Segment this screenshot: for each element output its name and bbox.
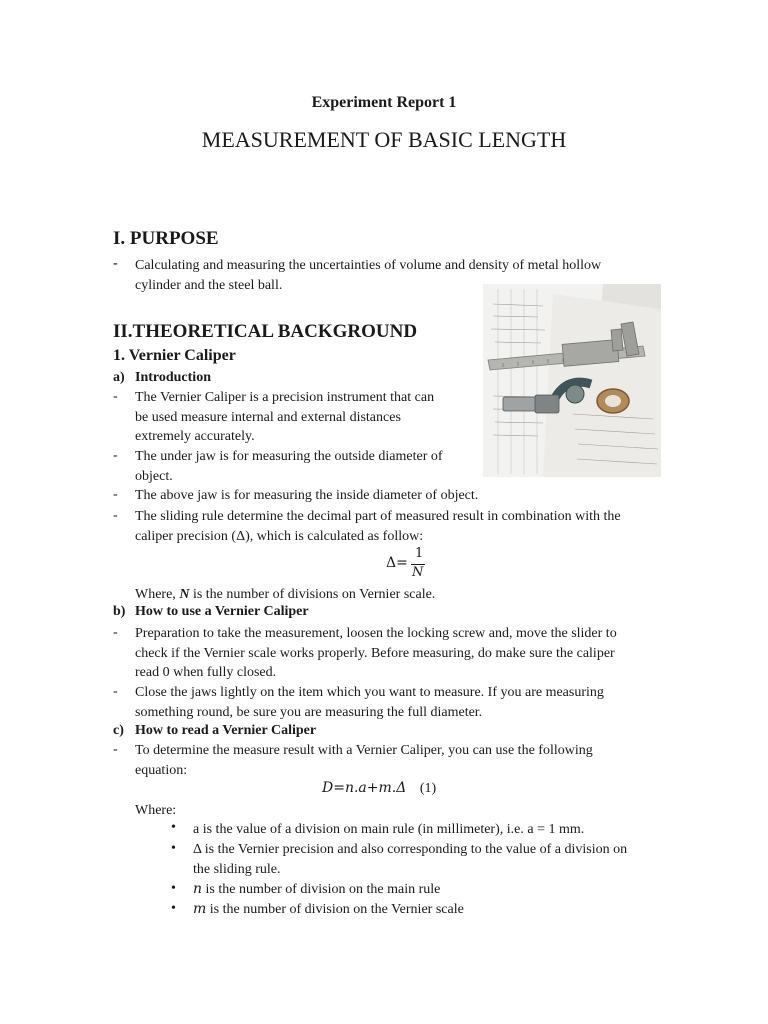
use-line: Preparation to take the measurement, loosen the locking screw and, move the slider to bbox=[135, 626, 617, 641]
intro-item bbox=[135, 507, 675, 546]
purpose-line: cylinder and the steel ball. bbox=[135, 277, 283, 293]
purpose-line: Calculating and measuring the uncertainties of volume and density of metal hollow bbox=[135, 258, 602, 273]
intro-line: be used measure internal and external distances bbox=[135, 409, 401, 425]
bullet-marker: • bbox=[171, 881, 176, 896]
definition-m-text: is the number of division on the Vernier scale bbox=[206, 902, 464, 917]
bullet-marker: • bbox=[171, 820, 176, 835]
vernier-caliper-photo bbox=[483, 284, 661, 477]
bullet-marker: • bbox=[171, 901, 176, 916]
definition-line: the sliding rule. bbox=[193, 861, 281, 877]
theory-heading: II.THEORETICAL BACKGROUND bbox=[113, 321, 418, 342]
how-to-use-heading: How to use a Vernier Caliper bbox=[135, 604, 309, 619]
read-line: To determine the measure result with a Vernier Caliper, you can use the following bbox=[135, 743, 593, 758]
subsection-vernier-caliper: 1. Vernier Caliper bbox=[113, 347, 236, 364]
definition-m bbox=[193, 900, 673, 920]
intro-item: The above jaw is for measuring the inside diameter of object. bbox=[135, 488, 479, 503]
how-to-read-heading: How to read a Vernier Caliper bbox=[135, 723, 317, 738]
formula-lhs: Δ= bbox=[386, 555, 408, 571]
intro-line: caliper precision (Δ), which is calculated as follow: bbox=[135, 528, 424, 544]
intro-line: object. bbox=[135, 468, 173, 484]
where-n-definition bbox=[135, 585, 675, 605]
report-title: MEASUREMENT OF BASIC LENGTH bbox=[201, 127, 567, 152]
definition-a: a is the value of a division on main rule (in millimeter), i.e. a = 1 mm. bbox=[193, 822, 585, 837]
dash-marker: - bbox=[113, 742, 118, 757]
use-line: Close the jaws lightly on the item which you want to measure. If you are measuring bbox=[135, 685, 604, 700]
dash-marker: - bbox=[113, 389, 118, 404]
formula-numerator: 1 bbox=[415, 546, 424, 561]
equation-body: D=n.a+m.Δ bbox=[322, 780, 407, 796]
where-prefix: Where, bbox=[135, 587, 180, 602]
intro-line: extremely accurately. bbox=[135, 429, 255, 445]
equation-number: (1) bbox=[419, 781, 437, 796]
where-label: Where: bbox=[135, 803, 177, 818]
purpose-heading: I. PURPOSE bbox=[113, 228, 219, 249]
use-item bbox=[135, 683, 680, 722]
bullet-marker: • bbox=[171, 841, 176, 856]
label-c: c) bbox=[113, 723, 124, 738]
dash-marker: - bbox=[113, 625, 118, 640]
intro-line: The sliding rule determine the decimal part of measured result in combination with the bbox=[135, 509, 621, 524]
use-line: something round, be sure you are measuring the full diameter. bbox=[135, 704, 483, 720]
dash-marker: - bbox=[113, 256, 118, 271]
definition-delta bbox=[193, 840, 673, 879]
intro-heading: Introduction bbox=[135, 370, 211, 385]
intro-item bbox=[135, 447, 475, 486]
use-item bbox=[135, 624, 680, 683]
report-number: Experiment Report 1 bbox=[311, 94, 457, 111]
dash-marker: - bbox=[113, 508, 118, 523]
read-line: equation: bbox=[135, 762, 188, 778]
definition-line: Δ is the Vernier precision and also corresponding to the value of a division on bbox=[193, 842, 628, 857]
definition-n-text: is the number of division on the main rule bbox=[202, 882, 441, 897]
dash-marker: - bbox=[113, 487, 118, 502]
caliper-photo-illustration bbox=[483, 284, 661, 477]
intro-line: The Vernier Caliper is a precision instrument that can bbox=[135, 390, 435, 405]
dash-marker: - bbox=[113, 684, 118, 699]
use-line: read 0 when fully closed. bbox=[135, 665, 277, 681]
measurement-equation bbox=[322, 780, 436, 797]
definition-n bbox=[193, 880, 673, 900]
label-b: b) bbox=[113, 604, 126, 619]
intro-line: The under jaw is for measuring the outside diameter of bbox=[135, 449, 443, 464]
use-line: check if the Vernier scale works properly. Before measuring, do make sure the caliper bbox=[135, 645, 615, 661]
label-a: a) bbox=[113, 370, 125, 385]
variable-n-italic: n bbox=[193, 881, 203, 897]
read-item bbox=[135, 741, 680, 780]
where-suffix: is the number of divisions on Vernier scale. bbox=[189, 587, 436, 602]
dash-marker: - bbox=[113, 448, 118, 463]
formula-denominator: N bbox=[412, 565, 424, 580]
variable-m-italic: m bbox=[193, 901, 207, 917]
variable-n: N bbox=[179, 587, 190, 602]
intro-item bbox=[135, 388, 475, 447]
